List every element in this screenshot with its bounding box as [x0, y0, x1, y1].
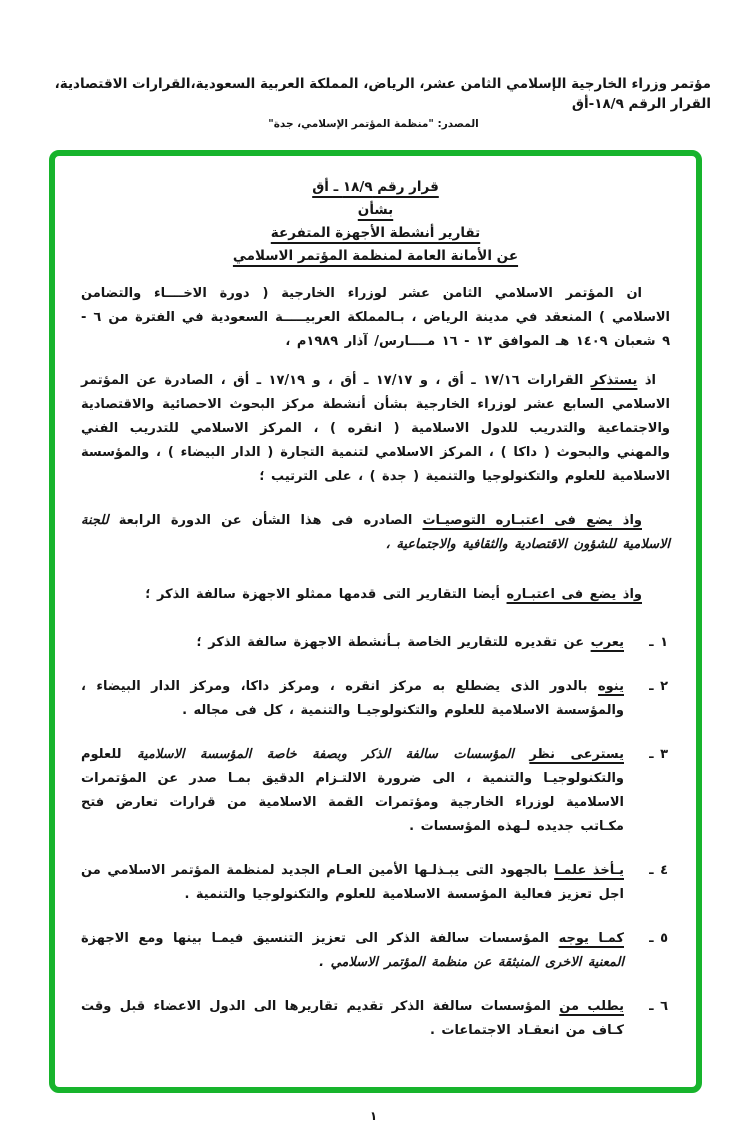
document-frame [49, 150, 702, 1093]
page-number: ١ [369, 1109, 378, 1123]
preamble-section [81, 282, 670, 607]
resolution-title-text: عن الأمانة العامة لمنظمة المؤتمر الاسلامي [232, 248, 519, 264]
resolution-title-line [81, 245, 670, 268]
resolution-title-text: تقارير أنشطة الأجهزة المتفرعة [270, 225, 481, 241]
item-text [197, 635, 625, 650]
text-run: المؤسسات سالفة الذكر تقديم تقاريرها الى الدول الاعضاء قبل وقت كـاف من انعقـاد الاجتماعات . [81, 999, 624, 1038]
item-number: ٢ ـ [649, 679, 668, 694]
text-run: المؤسسات سالفة الذكر الى تعزيز التنسيق فيمـا بينها ومع الاجهزة [81, 931, 559, 946]
resolution-title-text: بشأن [357, 202, 394, 218]
underlined-phrase: يسترعى نظر [529, 747, 624, 762]
italic-phrase: للجنة الاسلامية للشؤون الاقتصادية والثقافية والاجتماعية ، [81, 513, 670, 552]
item-number: ٦ ـ [649, 999, 668, 1014]
underlined-phrase: يستذكر [590, 373, 638, 388]
item-text [81, 747, 624, 834]
text-run: اذ [637, 373, 657, 388]
underlined-phrase: واذ يضع فى اعتبـاره [506, 587, 642, 602]
resolution-title-line [81, 222, 670, 245]
resolution-title-text: قرار رقم ١٨/٩ ـ أق [312, 179, 439, 195]
underlined-phrase: ينوه [597, 679, 624, 694]
item-text [81, 999, 624, 1038]
item-text [81, 931, 624, 970]
item-number: ١ ـ [649, 635, 668, 650]
resolution-item [81, 859, 670, 907]
source-line: المصدر: "منظمة المؤتمر الإسلامي، جدة" [268, 118, 479, 130]
resolution-title-line [81, 176, 670, 199]
resolution-item [81, 927, 670, 975]
text-run: عن تقديره للتقارير الخاصة بـأنشطة الاجهزة سالفة الذكر ؛ [196, 635, 591, 650]
underlined-phrase: يطلب من [559, 999, 624, 1014]
preamble-paragraph [81, 509, 670, 557]
item-number: ٣ ـ [649, 747, 668, 762]
item-number: ٥ ـ [649, 931, 668, 946]
italic-phrase: المعنية الاخرى المنبثقة عن منظمة المؤتمر الاسلامي . [319, 955, 624, 970]
text-run: للعلوم والتكنولوجيـا والتنمية ، الى ضرورة الالتـزام الدقيق بمـا صدر عن المؤتمرات الاسلامية لوزراء الخارجية ومؤتمرات القمة الاسلامية من قرارات تعارض فتح مكـاتب جديده لـهذه المؤسسات . [81, 747, 624, 834]
resolution-title-line [81, 199, 670, 222]
preamble-paragraph [81, 282, 670, 354]
text-run: بالجهود التى يبـذلـها الأمين العـام الجديد لمنظمة المؤتمر الاسلامي من اجل تعزيز فعالية المؤسسة الاسلامية للعلوم والتكنولوجيا والتنمية . [81, 863, 624, 902]
text-run: ان المؤتمر الاسلامي الثامن عشر لوزراء الخارجية ( دورة الاخــــاء والتضامن الاسلامي ) المنعقد في مدينة الرياض ، بـالمملكة العربيـــــة السعودية في الفترة من ٦ - ٩ شعبان ١٤٠٩ هـ الموافق ١٣ - ١٦ مــــارس/ آذار ١٩٨٩م ، [81, 286, 670, 349]
text-run: القرارات ١٧/١٦ ـ أق ، و ١٧/١٧ ـ أق ، و ١٧/١٩ ـ أق ، الصادرة عن المؤتمر الاسلامي السابع عشر لوزراء الخارجية بشأن أنشطة مركز البحوث الاحصائية والاقتصادية والاجتماعية والتدريب للدول الاسلامية ( انقره ) ، المركز الاسلامي للتدريب الفني والمهني والبحوث ( داكا ) ، المركز الاسلامي لتنمية التجارة ( الدار البيضاء ) ، والمؤسسة الاسلامية للعلوم والتكنولوجيا والتنمية ( جدة ) ، على الترتيب ؛ [81, 373, 670, 484]
underlined-phrase: يعرب [590, 635, 624, 650]
preamble-paragraph [81, 369, 670, 489]
underlined-phrase: واذ يضع فى اعتبـاره التوصيـات [422, 513, 642, 528]
item-text [81, 863, 624, 902]
resolution-item [81, 743, 670, 839]
italic-phrase: المؤسسات سالفة الذكر وبصفة خاصة المؤسسة الاسلامية [136, 747, 514, 762]
text-run: أيضا التقارير التى قدمها ممثلو الاجهزة سالفة الذكر ؛ [145, 587, 507, 602]
resolution-items-section [81, 631, 670, 1043]
preamble-paragraph [81, 583, 670, 607]
underlined-phrase: يـأخذ علمـا [554, 863, 624, 878]
citation-header: مؤتمر وزراء الخارجية الإسلامي الثامن عشر، الرياض، المملكة العربية السعودية،القرارات الاقتصادية، القرار الرقم ١٨/٩-أق [54, 76, 711, 112]
item-number: ٤ ـ [649, 863, 668, 878]
item-text [81, 679, 624, 718]
resolution-item [81, 631, 670, 655]
resolution-item [81, 995, 670, 1043]
text-run: بالدور الذى يضطلع به مركز انقره ، ومركز داكا، ومركز الدار البيضاء ، والمؤسسة الاسلامية للعلوم والتكنولوجيـا والتنمية ، كل فى مجاله . [81, 679, 624, 718]
underlined-phrase: كمـا يوجه [558, 931, 624, 946]
resolution-item [81, 675, 670, 723]
text-run [514, 747, 529, 762]
text-run: الصادره فى هذا الشأن عن الدورة الرابعة [108, 513, 423, 528]
resolution-title-block [81, 176, 670, 268]
